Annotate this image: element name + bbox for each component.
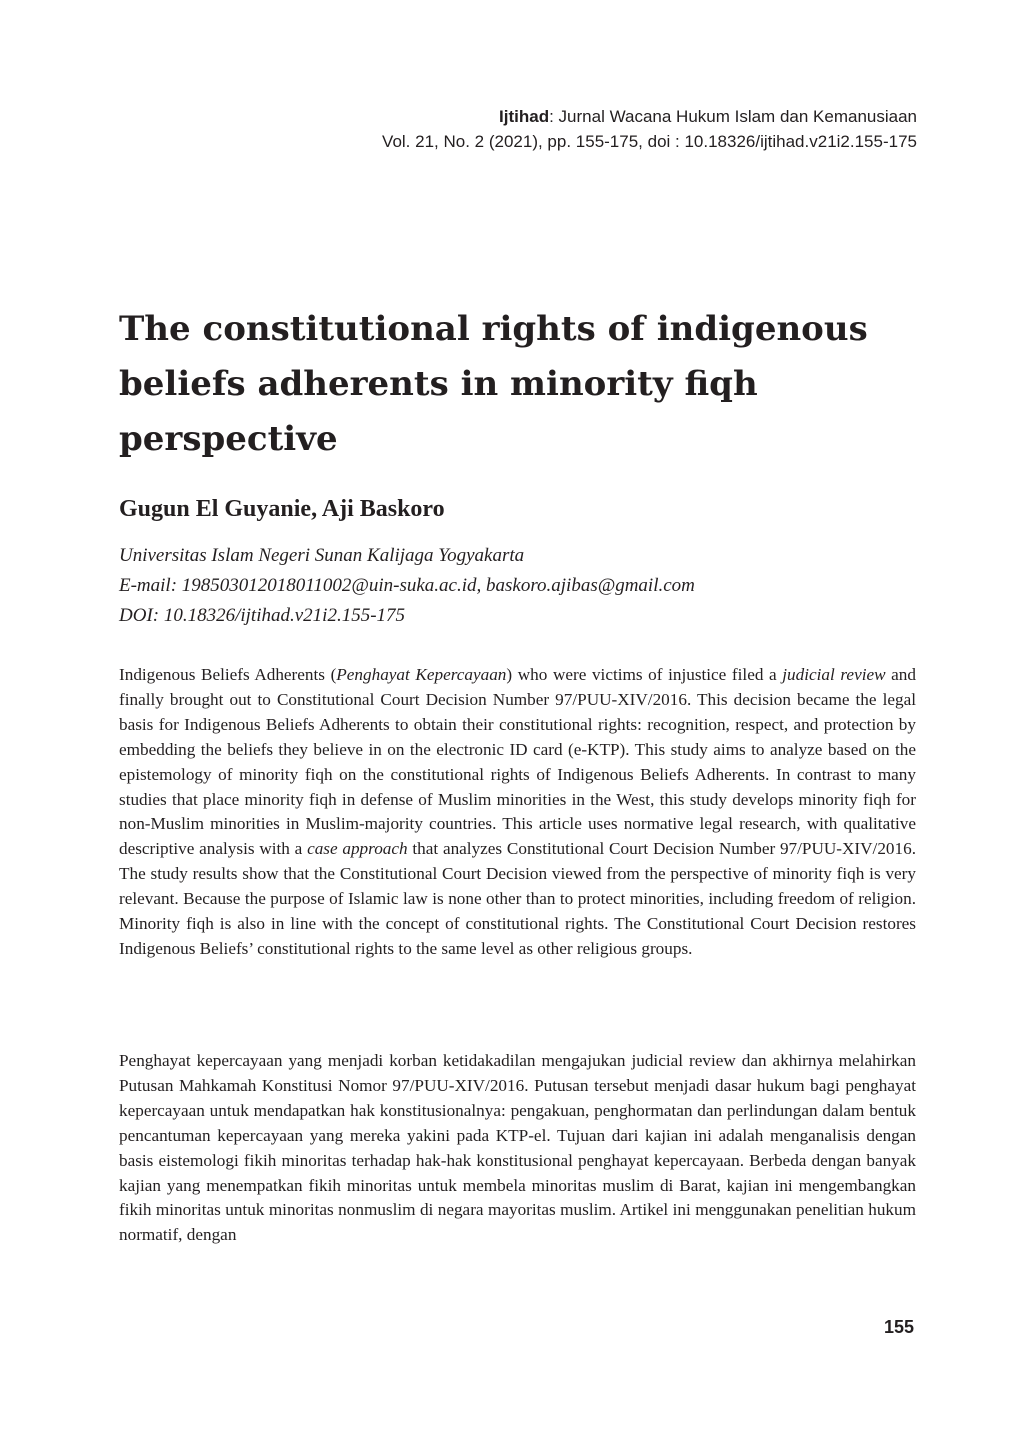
abstract-indonesian: Penghayat kepercayaan yang menjadi korban ketidakadilan mengajukan judicial review dan akhirnya melahirkan Putusan Mahkamah Konstitusi Nomor 97/PUU-XIV/2016. Putusan tersebut menjadi dasar hukum bagi penghayat kepercayaan untuk mendapatkan hak konstitusionalnya: pengakuan, penghormatan dan perlindungan dalam bentuk pencantuman kepercayaan yang mereka yakini pada KTP-el. Tujuan dari kajian ini adalah menganalisis dengan basis eistemologi fikih minoritas terhadap hak-hak konstitusional penghayat kepercayaan. Berbeda dengan banyak kajian yang menempatkan fikih minoritas untuk membela minoritas muslim di Barat, kajian ini mengembangkan fikih minoritas untuk minoritas nonmuslim di negara mayoritas muslim. Artikel ini menggunakan penelitian hukum normatif, dengan [119, 1051, 916, 1245]
journal-title-line [382, 104, 917, 129]
abstract-en-italic-2: judicial review [782, 665, 886, 684]
article-authors: Gugun El Guyanie, Aji Baskoro [119, 496, 445, 522]
abstract-en-text-3: and finally brought out to Constitutional Court Decision Number 97/PUU-XIV/2016. This decision became the legal basis for Indigenous Beliefs Adherents to obtain their constitutional rights: recognition, respect, and protection by embedding the beliefs they believe in on the electronic ID card (e-KTP). This study aims to analyze based on the epistemology of minority fiqh on the constitutional rights of Indigenous Beliefs Adherents. In contrast to many studies that place minority fiqh in defense of Muslim minorities in the West, this study develops minority fiqh for non-Muslim minorities in Muslim-majority countries. This article uses normative legal research, with qualitative descriptive analysis with a [119, 665, 916, 859]
journal-citation: Vol. 21, No. 2 (2021), pp. 155-175, doi : 10.18326/ijtihad.v21i2.155-175 [382, 132, 917, 151]
author-metadata [119, 541, 695, 631]
author-email: E-mail: 198503012018011002@uin-suka.ac.id, baskoro.ajibas@gmail.com [119, 575, 695, 596]
abstract-en-italic-3: case approach [307, 839, 408, 859]
abstract-en-text-4: that analyzes Constitutional Court Decision Number 97/PUU-XIV/2016. The study results show that the Constitutional Court Decision viewed from the perspective of minority fiqh is very relevant. Because the purpose of Islamic law is none other than to protect minorities, including freedom of religion. Minority fiqh is also in line with the concept of constitutional rights. The Constitutional Court Decision restores Indigenous Beliefs’ constitutional rights to the same level as other religious groups. [119, 839, 917, 958]
journal-subtitle: : Jurnal Wacana Hukum Islam dan Kemanusiaan [549, 107, 917, 126]
abstract-en-text-2: ) who were victims of injustice filed a [506, 665, 783, 684]
page-number: 155 [883, 1317, 914, 1337]
abstract-en-italic-1: Penghayat Kepercayaan [336, 665, 507, 684]
affiliation: Universitas Islam Negeri Sunan Kalijaga Yogyakarta [119, 545, 525, 566]
journal-name: Ijtihad [499, 107, 550, 126]
article-title: The constitutional rights of indigenous beliefs adherents in minority fiqh perspective [119, 309, 868, 459]
journal-header [382, 104, 917, 154]
abstract-english [119, 663, 916, 962]
abstract-en-text-1: Indigenous Beliefs Adherents ( [119, 665, 337, 684]
article-doi: DOI: 10.18326/ijtihad.v21i2.155-175 [119, 605, 406, 626]
